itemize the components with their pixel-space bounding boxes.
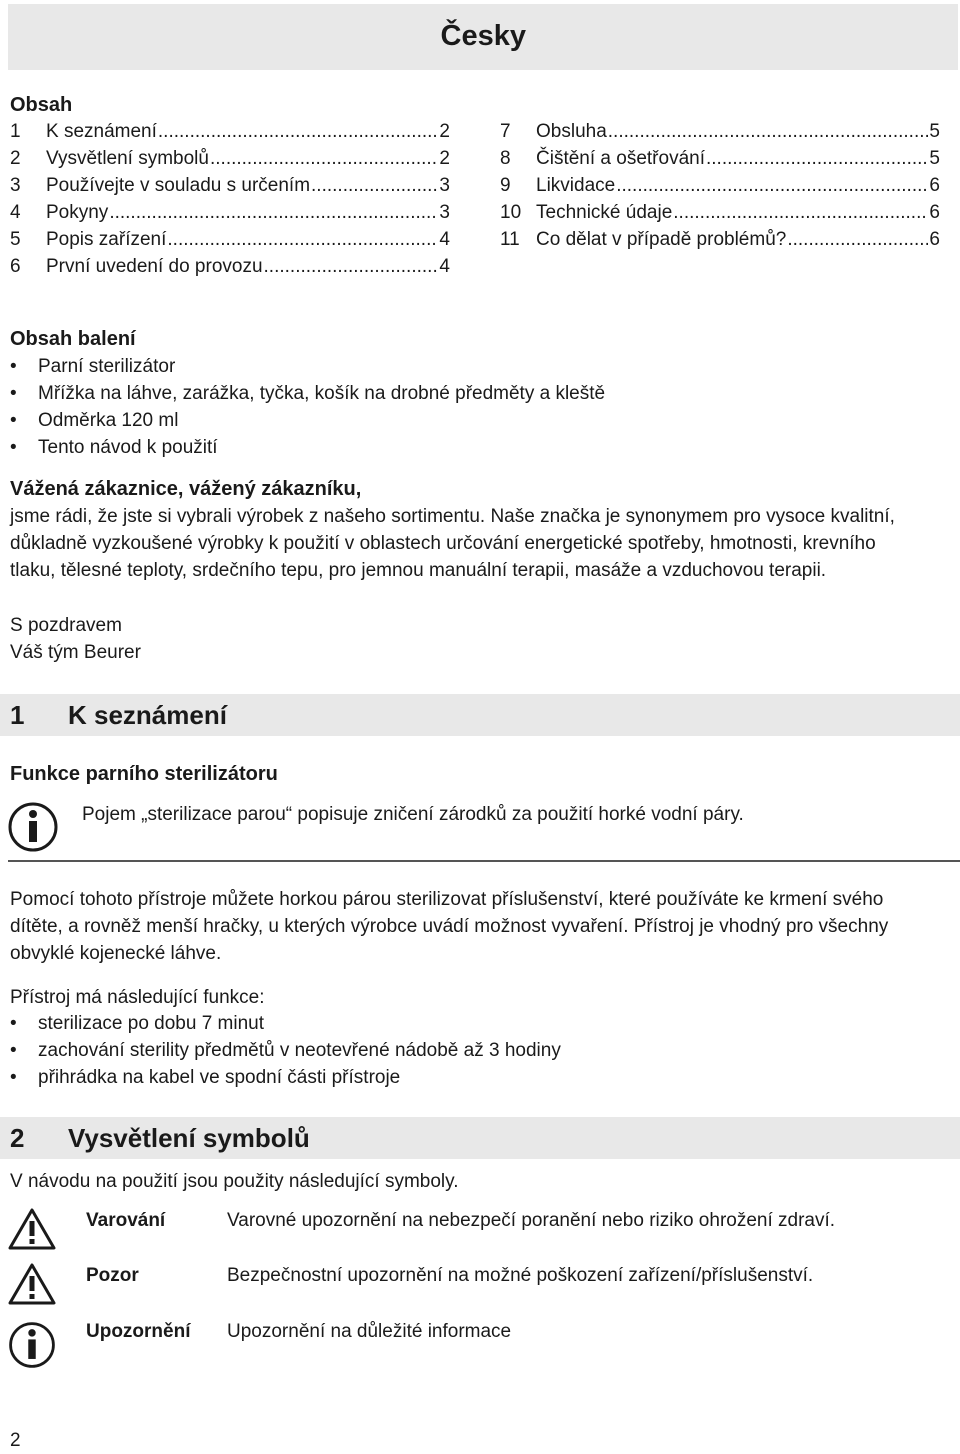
toc-leader-dots <box>673 199 928 226</box>
toc-right-column <box>500 118 940 253</box>
list-item: • Odměrka 120 ml <box>8 407 605 434</box>
toc-leader-dots <box>706 145 928 172</box>
toc-leader-dots <box>787 226 928 253</box>
toc-entry[interactable]: 7 Obsluha ..... 5 <box>500 118 940 145</box>
chapter-1-title: 1 K seznámení <box>10 700 227 730</box>
toc-entry[interactable]: 10 Technické údaje ..... 6 <box>500 199 940 226</box>
chapter-1-bar <box>0 694 960 736</box>
toc-leader-dots <box>158 118 439 145</box>
toc-left-column <box>10 118 450 280</box>
functions-heading: Přístroj má následující funkce: <box>10 987 265 1008</box>
toc-leader-dots <box>167 226 438 253</box>
toc-heading: Obsah <box>10 94 73 116</box>
warning-triangle-icon <box>8 1262 56 1306</box>
symbol-row-caution <box>8 1262 958 1312</box>
info-note-text: Pojem „sterilizace parou“ popisuje zničení zárodků za použití horké vodní páry. <box>82 804 744 825</box>
toc-leader-dots <box>210 145 438 172</box>
toc-entry[interactable]: 8 Čištění a ošetřování ..... 5 <box>500 145 940 172</box>
signature-text: Váš tým Beurer <box>10 642 141 663</box>
list-item: • Mřížka na láhve, zarážka, tyčka, košík na drobné předměty a kleště <box>8 380 605 407</box>
chapter-1-subheading: Funkce parního sterilizátoru <box>10 763 278 785</box>
chapter-2-bar <box>0 1117 960 1159</box>
toc-entry[interactable]: 5 Popis zařízení ..... 4 <box>10 226 450 253</box>
symbol-row-warning <box>8 1207 958 1257</box>
list-item: • zachování sterility předmětů v neotevřené nádobě až 3 hodiny <box>8 1037 561 1064</box>
package-heading: Obsah balení <box>10 328 136 350</box>
toc-entry[interactable]: 11 Co dělat v případě problémů? ..... 6 <box>500 226 940 253</box>
symbol-term: Upozornění <box>86 1321 191 1342</box>
list-item: • Tento návod k použití <box>8 434 605 461</box>
info-icon <box>8 798 58 856</box>
package-list <box>8 353 605 461</box>
list-item: • přihrádka na kabel ve spodní části přístroje <box>8 1064 561 1091</box>
toc-entry[interactable]: 4 Pokyny ..... 3 <box>10 199 450 226</box>
toc-entry[interactable]: 6 První uvedení do provozu ..... 4 <box>10 253 450 280</box>
toc-leader-dots <box>311 172 438 199</box>
closing-text: S pozdravem <box>10 615 122 636</box>
language-title: Česky <box>440 20 526 52</box>
chapter-2-title: 2 Vysvětlení symbolů <box>10 1123 310 1153</box>
symbol-description: Upozornění na důležité informace <box>227 1321 512 1342</box>
info-note-box <box>8 798 960 862</box>
symbol-description: Bezpečnostní upozornění na možné poškození zařízení/příslušenství. <box>227 1265 814 1286</box>
symbol-description: Varovné upozornění na nebezpečí poranění nebo riziko ohrožení zdraví. <box>227 1210 836 1231</box>
toc-entry[interactable]: 9 Likvidace ..... 6 <box>500 172 940 199</box>
symbol-row-notice <box>8 1318 958 1368</box>
list-item: • Parní sterilizátor <box>8 353 605 380</box>
greeting-paragraph: jsme rádi, že jste si vybrali výrobek z našeho sortimentu. Naše značka je synonymem pro vysoce kvalitní, důkladně vyzkoušené výrobky k použití v oblastech určování energetické spotřeby, hmotnosti, krevního tlaku, tělesné teploty, srdečního tepu, pro jemnou manuální terapii, masáže a vzduchovou terapii. <box>10 506 895 581</box>
toc-entry[interactable]: 2 Vysvětlení symbolů ..... 2 <box>10 145 450 172</box>
toc-entry[interactable]: 1 K seznámení ..... 2 <box>10 118 450 145</box>
toc-leader-dots <box>109 199 438 226</box>
symbol-term: Varování <box>86 1210 166 1231</box>
functions-list <box>8 1010 561 1091</box>
toc-leader-dots <box>264 253 439 280</box>
info-icon <box>8 1318 56 1372</box>
toc-leader-dots <box>608 118 929 145</box>
toc-leader-dots <box>616 172 928 199</box>
greeting-heading: Vážená zákaznice, vážený zákazníku, <box>10 478 362 500</box>
list-item: • sterilizace po dobu 7 minut <box>8 1010 561 1037</box>
chapter-1-paragraph: Pomocí tohoto přístroje můžete horkou párou sterilizovat příslušenství, které používáte ke krmení svého dítěte, a rovněž menší hračky, u kterých výrobce uvádí možnost vyvaření. Přístroj je vhodný pro všechny obvyklé kojenecké láhve. <box>10 889 889 964</box>
symbol-term: Pozor <box>86 1265 139 1286</box>
chapter-2-intro: V návodu na použití jsou použity následující symboly. <box>10 1171 459 1192</box>
warning-triangle-icon <box>8 1207 56 1251</box>
toc-entry[interactable]: 3 Používejte v souladu s určením ..... 3 <box>10 172 450 199</box>
page-number: 2 <box>10 1430 21 1451</box>
